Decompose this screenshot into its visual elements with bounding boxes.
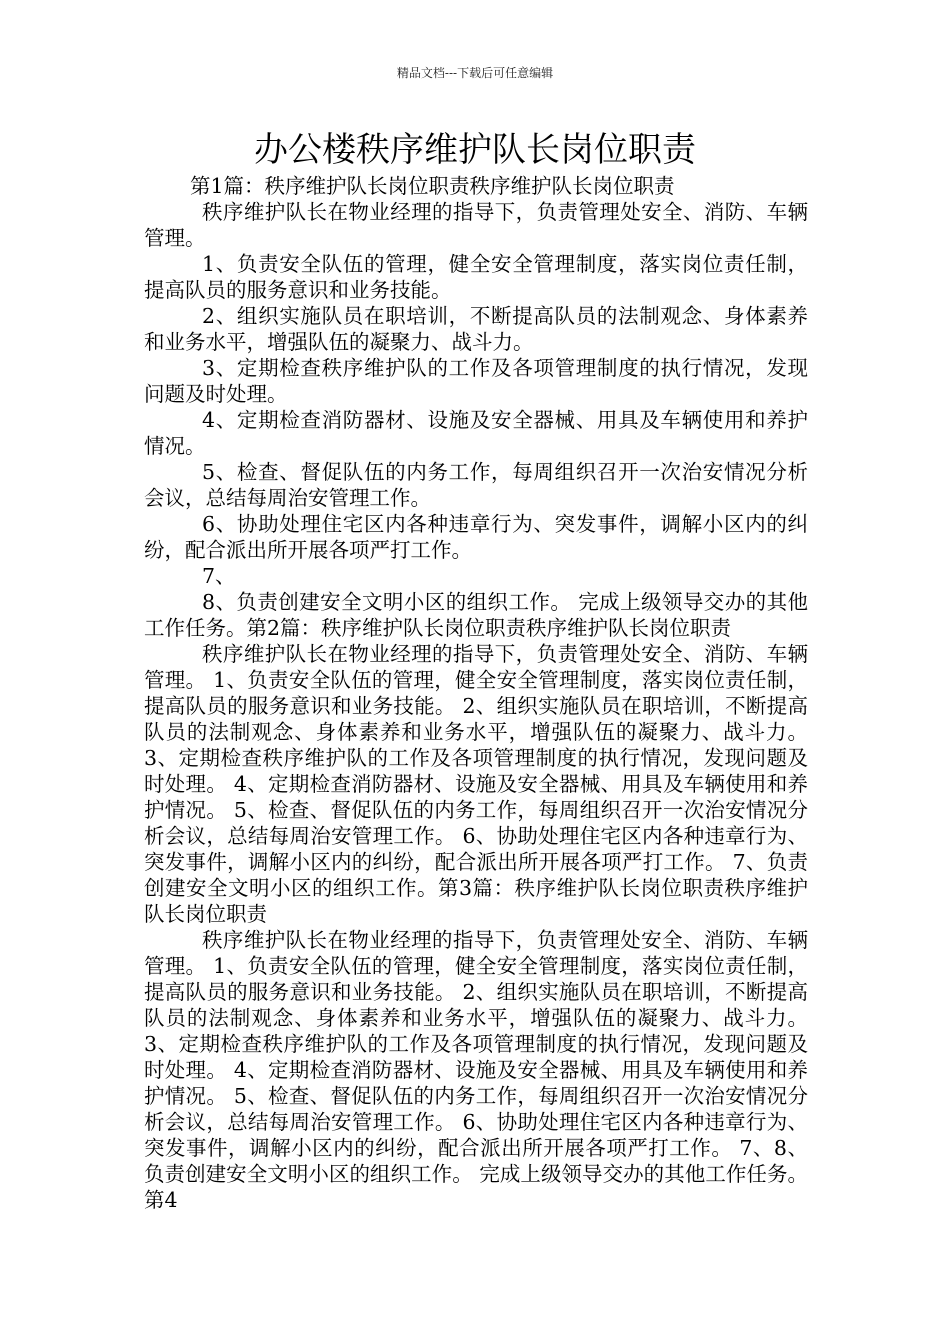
document-body bbox=[144, 173, 808, 1213]
body-paragraph: 秩序维护队长在物业经理的指导下，负责管理处安全、消防、车辆管理。 bbox=[144, 200, 808, 250]
body-paragraph: 6、协助处理住宅区内各种违章行为、突发事件，调解小区内的纠纷，配合派出所开展各项严打工作。 bbox=[144, 512, 808, 562]
header-note: 精品文档---下载后可任意编辑 bbox=[396, 66, 554, 80]
body-paragraph: 5、检查、督促队伍的内务工作，每周组织召开一次治安情况分析会议，总结每周治安管理工作。 bbox=[144, 460, 808, 510]
body-paragraph: 4、定期检查消防器材、设施及安全器械、用具及车辆使用和养护情况。 bbox=[144, 408, 808, 458]
body-paragraph: 1、负责安全队伍的管理，健全安全管理制度，落实岗位责任制，提高队员的服务意识和业务技能。 bbox=[144, 252, 808, 302]
body-paragraph: 秩序维护队长在物业经理的指导下，负责管理处安全、消防、车辆管理。 1、负责安全队伍的管理，健全安全管理制度，落实岗位责任制，提高队员的服务意识和业务技能。 2、组织实施队员在职培训，不断提高队员的法制观念、身体素养和业务水平，增强队伍的凝聚力、战斗力。 3、定期检查秩序维护队的工作及各项管理制度的执行情况，发现问题及时处理。 4、定期检查消防器材、设施及安全器械、用具及车辆使用和养护情况。 5、检查、督促队伍的内务工作，每周组织召开一次治安情况分析会议，总结每周治安管理工作。 6、协助处理住宅区内各种违章行为、突发事件，调解小区内的纠纷，配合派出所开展各项严打工作。 7、8、负责创建安全文明小区的组织工作。 完成上级领导交办的其他工作任务。第4 bbox=[144, 928, 808, 1212]
body-paragraph: 7、 bbox=[202, 564, 236, 588]
body-paragraph: 2、组织实施队员在职培训，不断提高队员的法制观念、身体素养和业务水平，增强队伍的凝聚力、战斗力。 bbox=[144, 304, 808, 354]
page-title: 办公楼秩序维护队长岗位职责 bbox=[254, 130, 696, 170]
body-paragraph: 秩序维护队长在物业经理的指导下，负责管理处安全、消防、车辆管理。 1、负责安全队伍的管理，健全安全管理制度，落实岗位责任制，提高队员的服务意识和业务技能。 2、组织实施队员在职培训，不断提高队员的法制观念、身体素养和业务水平，增强队伍的凝聚力、战斗力。 3、定期检查秩序维护队的工作及各项管理制度的执行情况，发现问题及时处理。 4、定期检查消防器材、设施及安全器械、用具及车辆使用和养护情况。 5、检查、督促队伍的内务工作，每周组织召开一次治安情况分析会议，总结每周治安管理工作。 6、协助处理住宅区内各种违章行为、突发事件，调解小区内的纠纷，配合派出所开展各项严打工作。 7、负责创建安全文明小区的组织工作。第3篇：秩序维护队长岗位职责秩序维护队长岗位职责 bbox=[144, 642, 808, 926]
body-paragraph: 3、定期检查秩序维护队的工作及各项管理制度的执行情况，发现问题及时处理。 bbox=[144, 356, 808, 406]
body-paragraph: 8、负责创建安全文明小区的组织工作。 完成上级领导交办的其他工作任务。第2篇：秩序维护队长岗位职责秩序维护队长岗位职责 bbox=[144, 590, 808, 640]
section-heading-1: 第1篇：秩序维护队长岗位职责秩序维护队长岗位职责 bbox=[190, 174, 675, 198]
